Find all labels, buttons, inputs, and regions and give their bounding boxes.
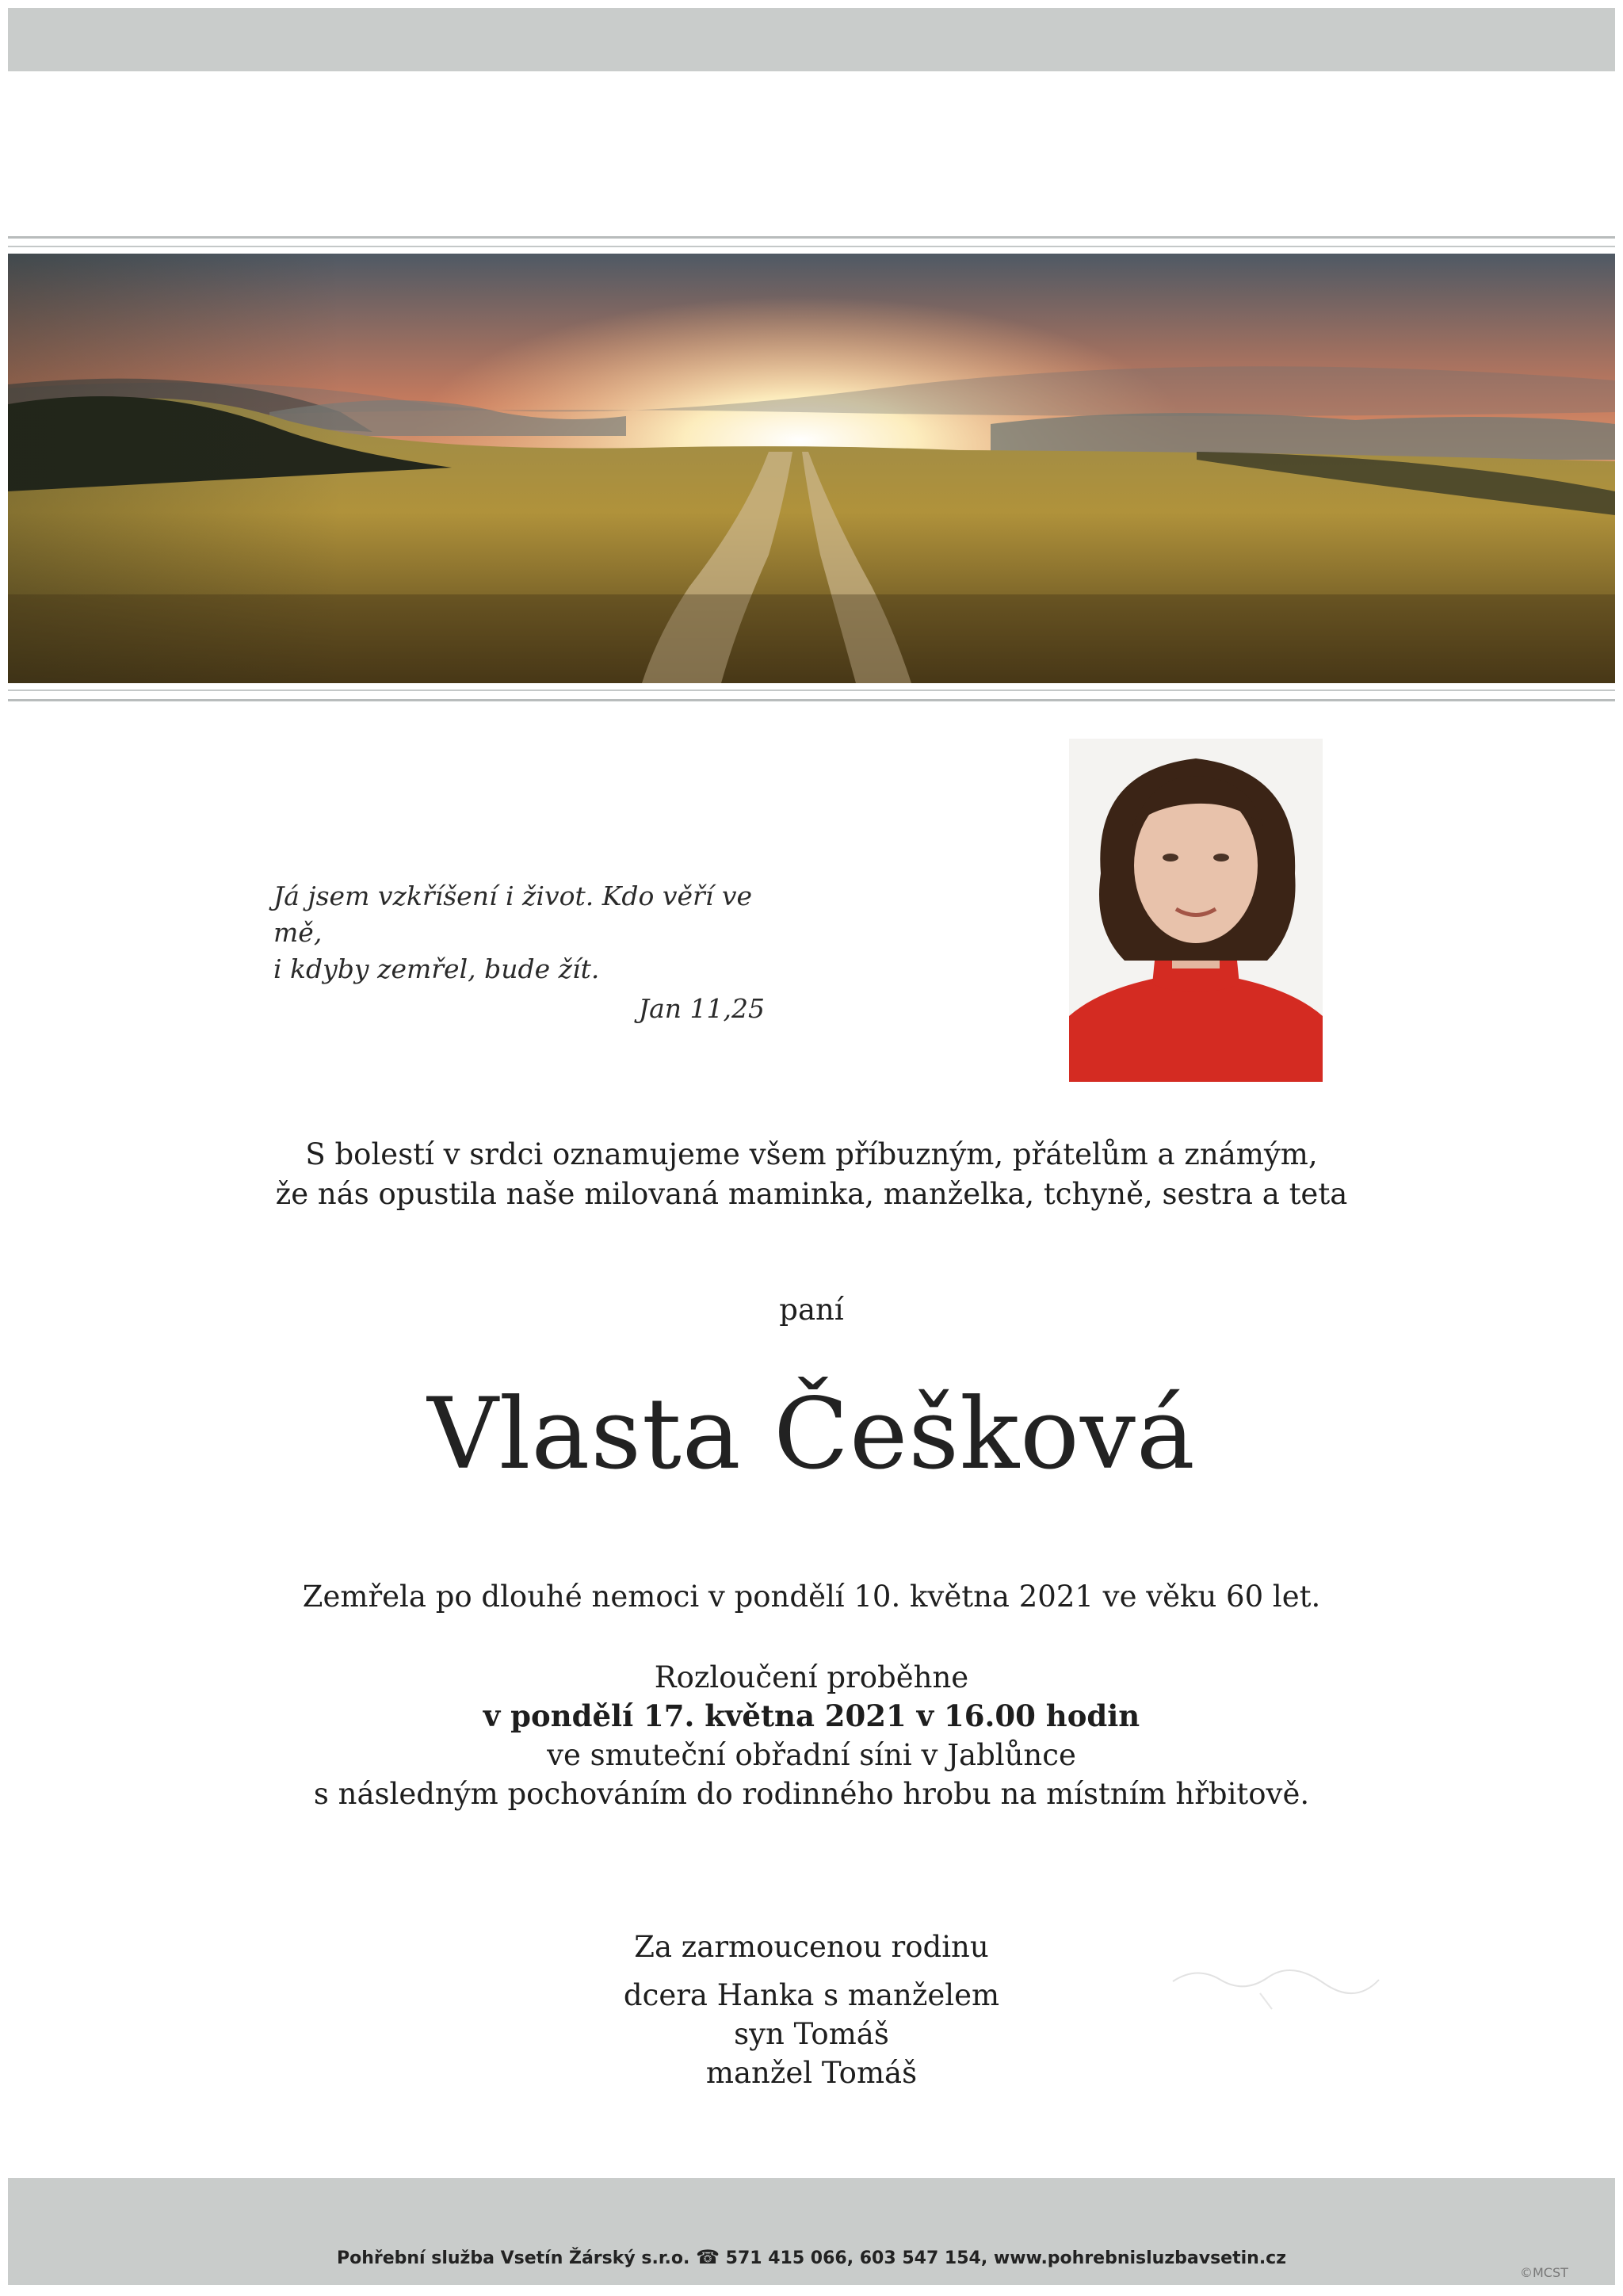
footer-website[interactable]: www.pohrebnisluzbavsetin.cz bbox=[993, 2248, 1287, 2268]
faint-handwritten-mark bbox=[1165, 1950, 1387, 2021]
farewell-place: ve smuteční obřadní síni v Jablůnce bbox=[547, 1738, 1076, 1772]
quote-line-1: Já jsem vzkříšení i život. Kdo věří ve mě, bbox=[273, 881, 753, 948]
footer-company: Pohřební služba Vsetín Žárský s.r.o. bbox=[336, 2248, 690, 2268]
portrait-photo bbox=[1069, 739, 1323, 1082]
farewell-intro: Rozloučení proběhne bbox=[654, 1660, 969, 1694]
announcement-line-1: S bolestí v srdci oznamujeme všem příbuzným, přátelům a známým, bbox=[305, 1137, 1318, 1171]
quote-line-2: i kdyby zemřel, bude žít. bbox=[273, 953, 600, 984]
deceased-name: Vlasta Češková bbox=[427, 1377, 1196, 1492]
family-member: manžel Tomáš bbox=[705, 2056, 918, 2090]
top-divider-line-inner bbox=[8, 246, 1615, 247]
farewell-date-time: v pondělí 17. května 2021 v 16.00 hodin bbox=[483, 1698, 1140, 1733]
top-divider-line bbox=[8, 236, 1615, 239]
death-notice: Zemřela po dlouhé nemoci v pondělí 10. května 2021 ve věku 60 let. bbox=[302, 1580, 1321, 1614]
copyright-credit: ©MCST bbox=[1520, 2265, 1568, 2280]
bottom-divider-line bbox=[8, 699, 1615, 701]
announcement-line-2: že nás opustila naše milovaná maminka, manželka, tchyně, sestra a teta bbox=[275, 1177, 1348, 1211]
bottom-divider-line-inner bbox=[8, 690, 1615, 691]
quote-reference: Jan 11,25 bbox=[638, 993, 765, 1024]
farewell-burial: s následným pochováním do rodinného hrobu na místním hřbitově. bbox=[313, 1777, 1310, 1811]
sunrise-field-banner bbox=[8, 254, 1615, 683]
family-member: syn Tomáš bbox=[734, 2017, 889, 2051]
top-gray-band bbox=[8, 8, 1615, 71]
telephone-icon: ☎ bbox=[696, 2246, 720, 2268]
footer-phones: 571 415 066, 603 547 154, bbox=[725, 2248, 988, 2268]
farewell-details bbox=[0, 1658, 1623, 1813]
bible-quote bbox=[273, 878, 765, 1027]
announcement bbox=[0, 1135, 1623, 1214]
family-member: dcera Hanka s manželem bbox=[623, 1978, 1000, 2012]
funeral-service-footer bbox=[0, 2246, 1623, 2268]
bottom-gray-band bbox=[8, 2178, 1615, 2285]
family-heading: Za zarmoucenou rodinu bbox=[634, 1930, 989, 1964]
honorific: paní bbox=[779, 1293, 844, 1327]
